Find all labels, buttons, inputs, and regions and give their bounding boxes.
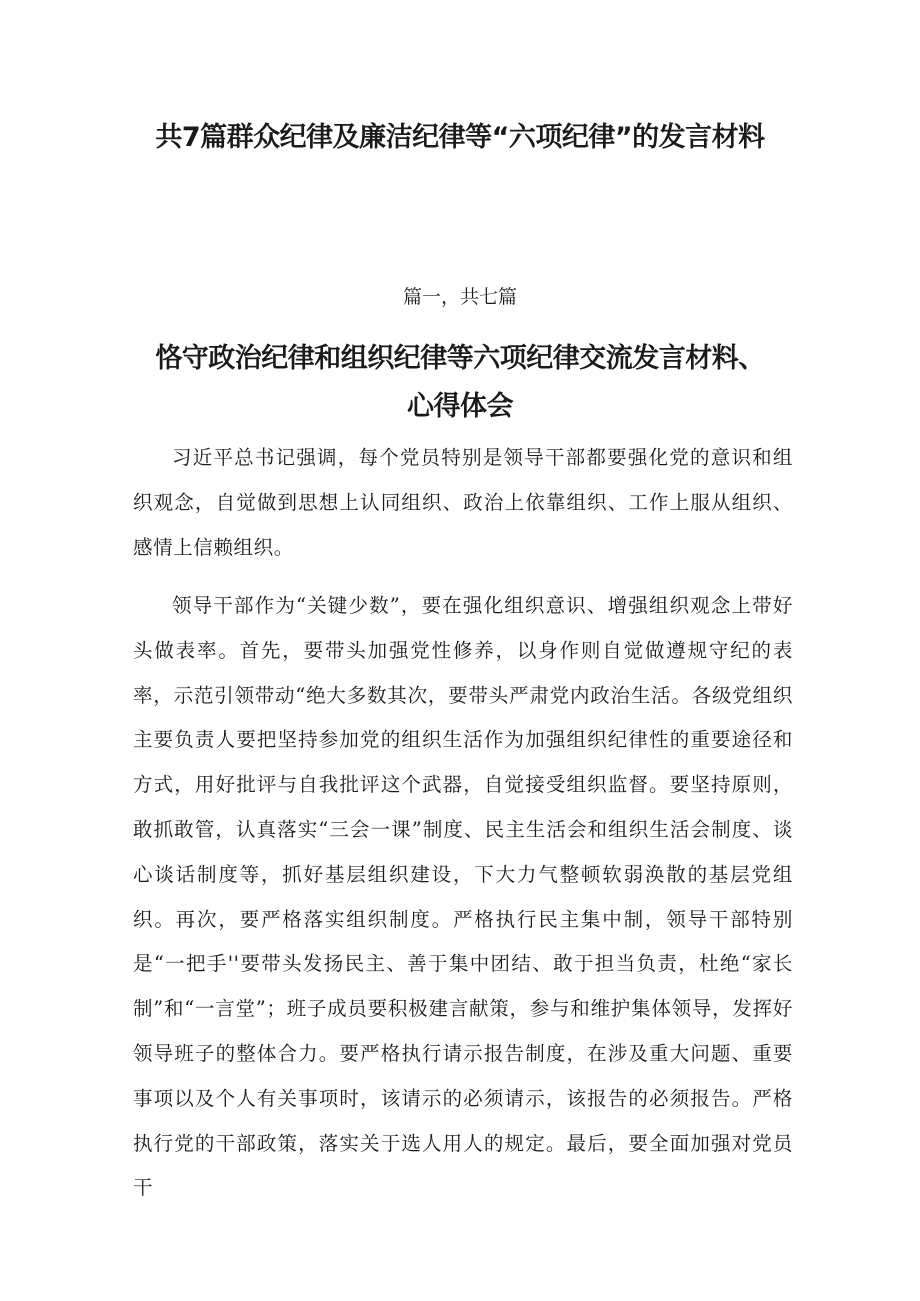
- body-paragraph: 领导干部作为“关键少数”，要在强化组织意识、增强组织观念上带好头做表率。首先，要带头加强党性修养，以身作则自觉做遵规守纪的表率，示范引领带动“绝大多数其次，要带头严肃党内政治生活。各级党组织主要负责人要把坚持参加党的组织生活作为加强组织纪律性的重要途径和方式，用好批评与自我批评这个武器，自觉接受组织监督。要坚持原则，敢抓敢管，认真落实“三会一课”制度、民主生活会和组织生活会制度、谈心谈话制度等，抓好基层组织建设，下大力气整顿软弱涣散的基层党组织。再次，要严格落实组织制度。严格执行民主集中制，领导干部特别是“一把手''要带头发扬民主、善于集中团结、敢于担当负责，杜绝“家长制”和“一言堂”；班子成员要积极建言献策，参与和维护集体领导，发挥好领导班子的整体合力。要严格执行请示报告制度，在涉及重大问题、重要事项以及个人有关事项时，该请示的必须请示，该报告的必须报告。严格执行党的干部政策，落实关于选人用人的规定。最后，要全面加强对党员干: [133, 594, 793, 1200]
- section-title: 恪守政治纪律和组织纪律等六项纪律交流发言材料、心得体会: [155, 343, 765, 422]
- document-title: 共7篇群众纪律及廉洁纪律等“六项纪律”的发言材料: [155, 122, 765, 153]
- body-paragraph: 习近平总书记强调，每个党员特别是领导干部都要强化党的意识和组织观念，自觉做到思想上认同组织、政治上依靠组织、工作上服从组织、感情上信赖组织。: [133, 446, 793, 559]
- section-label: 篇一，共七篇: [402, 286, 517, 308]
